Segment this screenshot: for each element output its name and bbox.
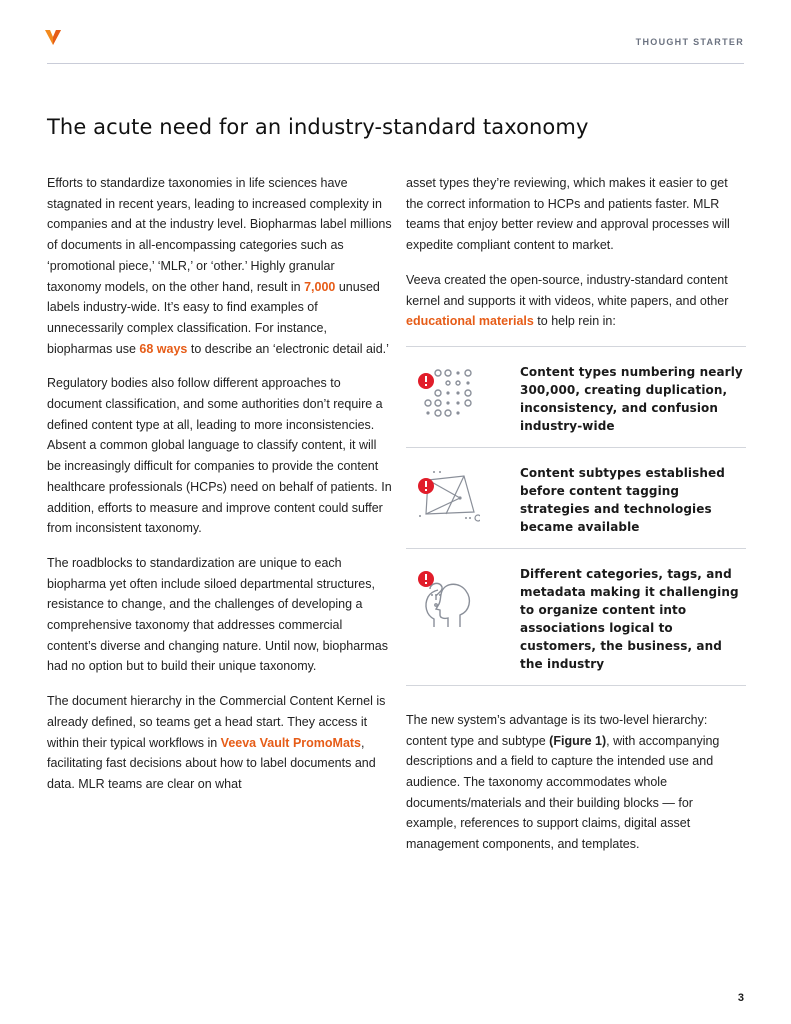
paragraph-regulatory: Regulatory bodies also follow different approaches to document classification, and some authorities don’t require a defined content type at all, leading to more inconsistencies. Absent a common global language to classify content, it will be increasingly difficult for companies to provide the content healthcare professionals (HCPs) need on behalf of patients. In addition, efforts to measure and improve content could suffer from inconsistent taxonomy. (47, 376, 392, 536)
paragraph-roadblocks: The roadblocks to standardization are unique to each biopharma yet often include siloed departmental structures, resistance to change, and the challenges of developing a comprehensive taxonomy that addresses commercial content’s diverse and changing nature. Until now, biopharmas had no option but to build their unique taxonomy. (47, 555, 388, 674)
dot-grid-alert-icon (416, 367, 476, 427)
head-profile-alert-icon (416, 569, 480, 633)
paragraph-asset-types: asset types they’re reviewing, which makes it easier to get the correct information to HCPs and patients faster. MLR teams that enjoy better review and approval processes will expedite compliant content to market. (406, 176, 730, 253)
callout-text: Different categories, tags, and metadata making it challenging to organize content into associations logical to customers, the business, and the industry (520, 566, 739, 671)
callout-text: Content types numbering nearly 300,000, creating duplication, inconsistency, and confusion industry-wide (520, 364, 743, 433)
callout-item (406, 549, 746, 686)
callout-item (406, 347, 746, 448)
callout-list (406, 346, 746, 686)
right-column (406, 173, 746, 869)
callout-item (406, 448, 746, 549)
link-veeva-vault-promomats[interactable]: Veeva Vault PromoMats (220, 735, 362, 750)
paragraph-two-level-hierarchy: The new system’s advantage is its two-level hierarchy: content type and subtype (Figure 1), with accompanying descriptions and a field to capture the intended use and audience. The taxonomy accommodates whole documents/materials and their building blocks — for example, references to support claims, digital asset management components, and templates. (406, 712, 720, 852)
network-alert-icon (416, 468, 480, 528)
page-number: 3 (737, 992, 744, 1004)
link-68-ways[interactable]: 68 ways (139, 341, 188, 356)
callout-text: Content subtypes established before content tagging strategies and technologies became available (520, 465, 725, 534)
paragraph-veeva-kernel: Veeva created the open-source, industry-standard content kernel and supports it with videos, white papers, and other educational materials to help rein in: (406, 272, 729, 329)
figure-1-reference: (Figure 1) (549, 733, 607, 748)
veeva-logo-icon (44, 28, 62, 46)
header-divider (47, 63, 744, 64)
page-title: The acute need for an industry-standard taxonomy (47, 115, 589, 139)
left-column (47, 173, 392, 809)
paragraph-hierarchy: The document hierarchy in the Commercial Content Kernel is already defined, so teams get a head start. They access it within their typical workflows in Veeva Vault PromoMats, facilitating fast decisions about how to label documents and data. MLR teams are clear on what (47, 694, 386, 791)
section-label: THOUGHT STARTER (635, 37, 744, 47)
paragraph-standardization: Efforts to standardize taxonomies in life sciences have stagnated in recent years, leading to increased complexity in companies and at the industry level. Biopharmas label millions of documents in all-encompassing categories such as ‘promotional piece,’ ‘MLR,’ or ‘other.’ Highly granular taxonomy models, on the other hand, result in 7,000 unused labels industry-wide. It’s easy to find examples of unnecessarily complex classification. For instance, biopharmas use 68 ways to describe an ‘electronic detail aid.’ (47, 176, 392, 356)
link-educational-materials[interactable]: educational materials (406, 314, 534, 329)
link-7000[interactable]: 7,000 (304, 279, 336, 294)
